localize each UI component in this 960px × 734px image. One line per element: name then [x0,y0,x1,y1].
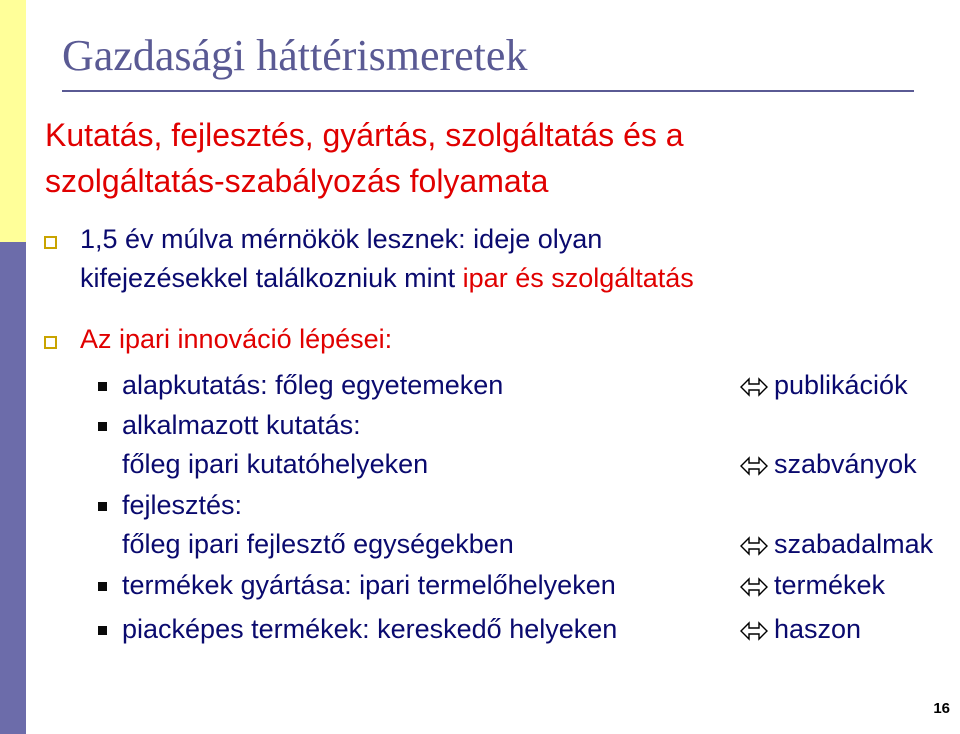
point1-line1: 1,5 év múlva mérnökök lesznek: ideje olyan [80,224,603,254]
subtitle-line-2: szolgáltatás-szabályozás folyamata [45,163,549,199]
step1-result: publikációk [774,370,908,400]
step4-result: termékek [774,570,886,600]
filled-square-icon [98,382,107,391]
step3-text-line1: fejlesztés: [122,490,243,520]
step3-result: szabadalmak [774,529,934,559]
double-arrow-icon [740,536,768,556]
step1-text: alapkutatás: főleg egyetemeken [122,370,504,400]
double-arrow-icon [740,377,768,397]
step5-text: piacképes termékek: kereskedő helyeken [122,614,618,644]
point1-line2 [80,263,694,294]
filled-square-icon [98,502,107,511]
page-number: 16 [933,700,950,717]
double-arrow-icon [740,456,768,476]
double-arrow-icon [740,621,768,641]
filled-square-icon [98,626,107,635]
title-underline [62,90,914,92]
step4-text: termékek gyártása: ipari termelőhelyeken [122,570,616,600]
decorative-stripe-blue [0,242,26,734]
step5-result: haszon [774,614,862,644]
filled-square-icon [98,582,107,591]
subtitle-line-1: Kutatás, fejlesztés, gyártás, szolgáltatás és a [45,117,684,153]
filled-square-icon [98,422,107,431]
step2-text-line2: főleg ipari kutatóhelyeken [122,449,429,479]
step2-text-line1: alkalmazott kutatás: [122,410,361,440]
slide-subtitle [45,112,684,204]
point1-line2-prefix: kifejezésekkel találkozniuk mint [80,263,463,293]
point2-heading: Az ipari innováció lépései: [80,324,393,354]
hollow-square-icon [44,236,57,249]
step3-text-line2: főleg ipari fejlesztő egységekben [122,529,514,559]
point1-highlight: ipar és szolgáltatás [462,263,694,293]
step2-result: szabványok [774,449,917,479]
double-arrow-icon [740,577,768,597]
hollow-square-icon [44,336,57,349]
slide-title: Gazdasági háttérismeretek [62,31,528,80]
